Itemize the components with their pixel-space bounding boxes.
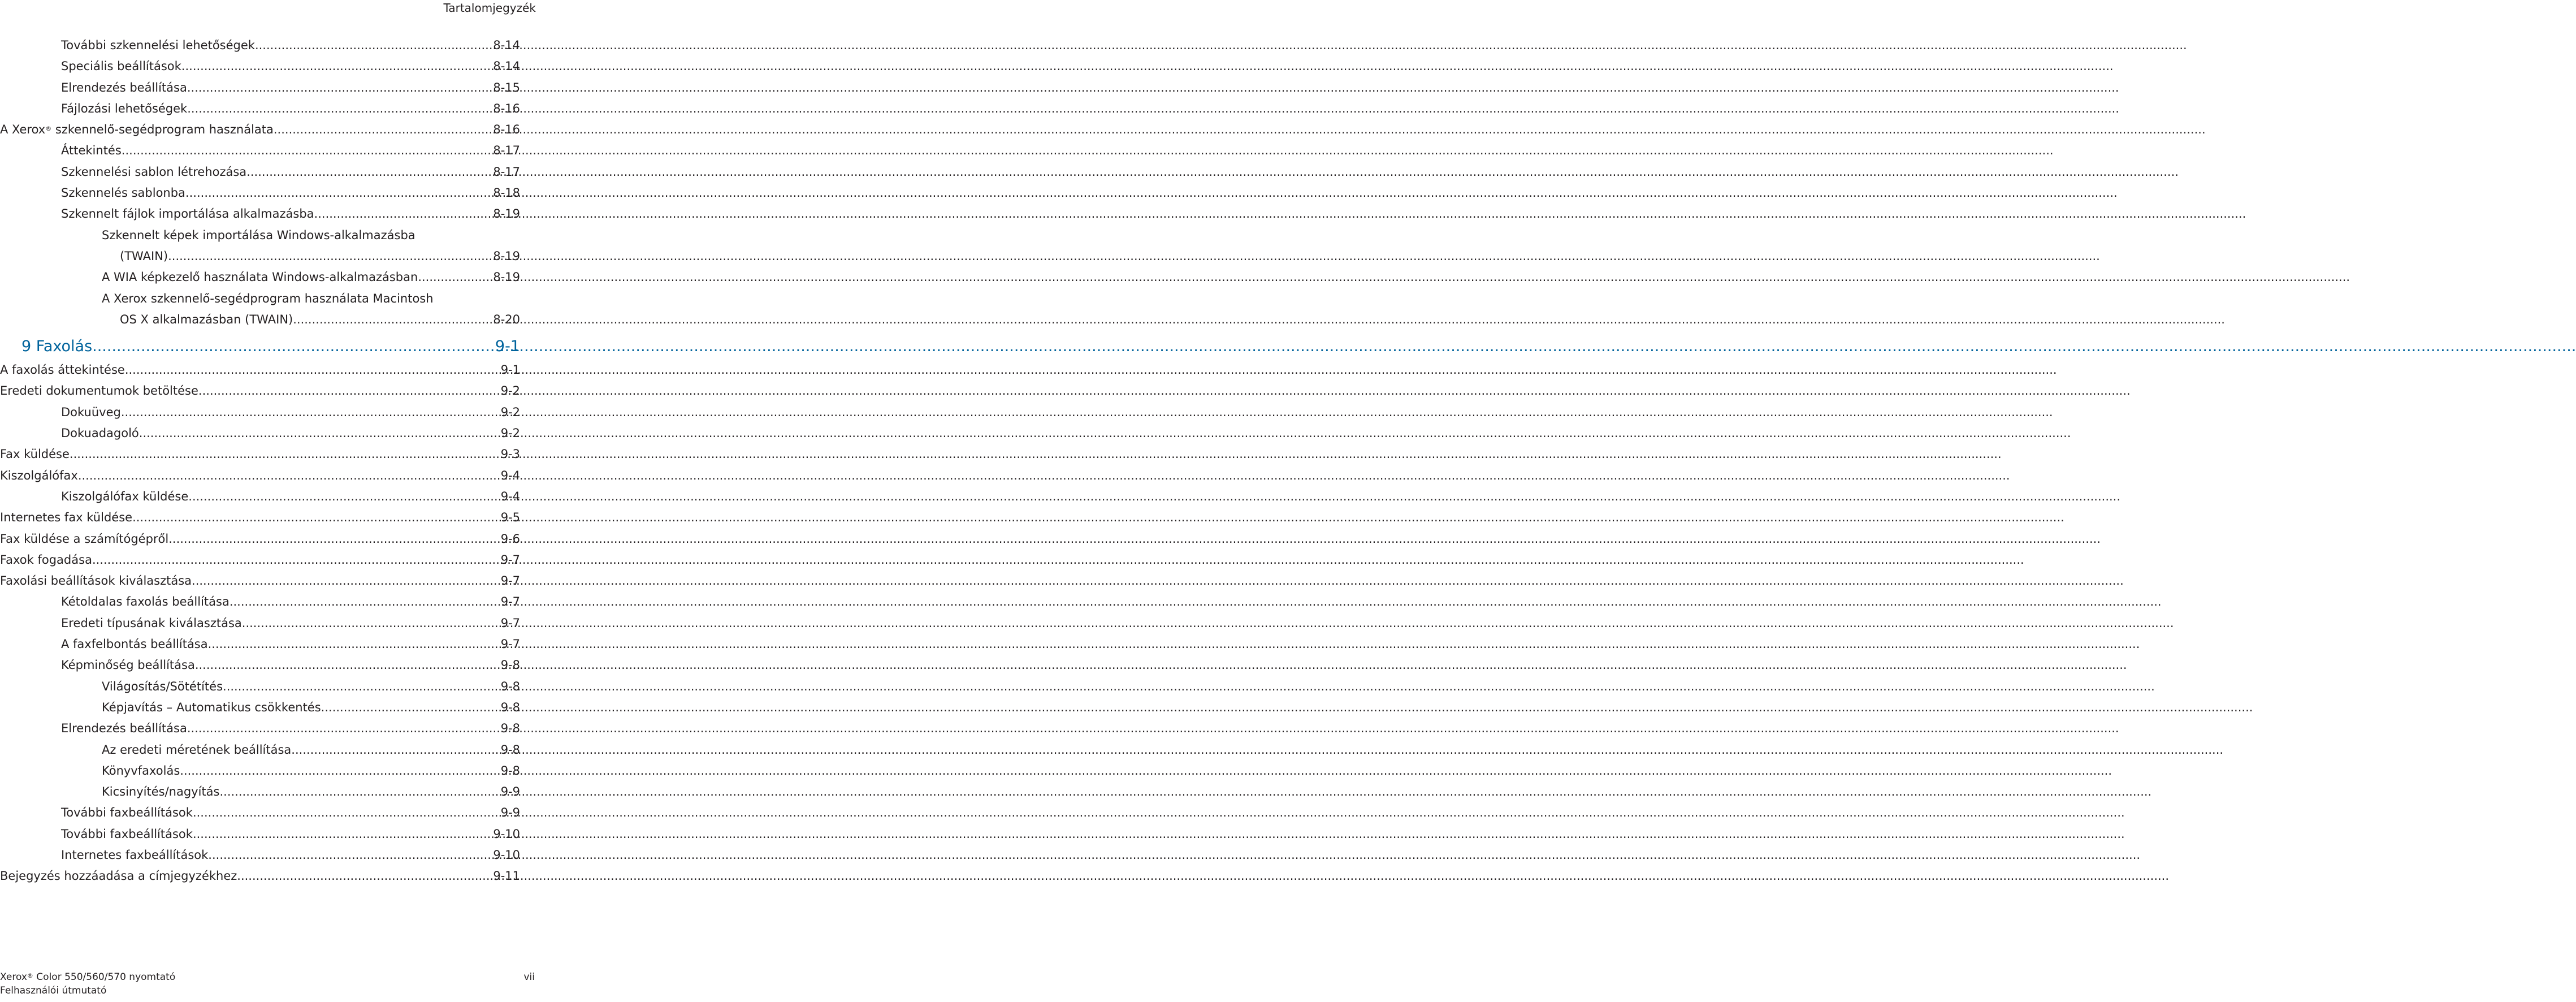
toc-entry[interactable]	[61, 98, 520, 119]
dot-leader	[223, 676, 501, 697]
toc-entry-page: 9-7	[500, 552, 520, 567]
toc-entry-page: 9-8	[500, 679, 520, 693]
toc-entry-title: A Xerox® szkennelő-segédprogram használata	[0, 123, 274, 137]
toc-entry[interactable]	[61, 655, 520, 676]
toc-entry-page: 9-8	[500, 763, 520, 778]
toc-entry[interactable]	[61, 140, 520, 161]
toc-entry-title-line2: OS X alkalmazásban (TWAIN)	[120, 312, 293, 326]
toc-entry[interactable]	[61, 634, 520, 655]
dot-leader	[293, 309, 493, 330]
toc-entry-page: 9-8	[500, 658, 520, 672]
toc-entry-title: Bejegyzés hozzáadása a címjegyzékhez	[0, 869, 237, 883]
dot-leader	[193, 824, 493, 845]
toc-entry-title: Speciális beállítások	[61, 59, 181, 74]
toc-entry-title: A WIA képkezelő használata Windows-alkalmazásban	[102, 270, 418, 284]
toc-entry-page: 9-4	[500, 468, 520, 482]
toc-chapter-entry[interactable]	[21, 335, 520, 358]
toc-entry-title: Szkennelt fájlok importálása alkalmazásba	[61, 207, 314, 221]
toc-entry[interactable]	[61, 486, 520, 507]
toc-entry[interactable]	[0, 507, 520, 528]
toc-entry[interactable]	[0, 465, 520, 486]
toc-entry-page: 8-19	[493, 270, 520, 284]
toc-entry-title: További faxbeállítások	[61, 806, 193, 820]
toc-entry-page: 9-7	[500, 574, 520, 588]
footer-page-number: vii	[523, 971, 535, 983]
dot-leader	[219, 781, 500, 802]
toc-entry[interactable]	[61, 718, 520, 739]
footer-brand: Xerox	[0, 971, 27, 983]
dot-leader	[255, 35, 493, 56]
toc-entry[interactable]	[61, 77, 520, 98]
toc-entry-title: A faxfelbontás beállítása	[61, 637, 208, 651]
toc-entry-title: Áttekintés	[61, 144, 122, 158]
dot-leader	[185, 183, 493, 204]
dot-leader	[246, 162, 493, 183]
toc-entry[interactable]	[102, 676, 520, 697]
toc-entry-title: A faxolás áttekintése	[0, 363, 125, 377]
toc-entry[interactable]	[61, 162, 520, 183]
toc-entry-page: 9-7	[500, 595, 520, 609]
toc-entry-title: Fájlozási lehetőségek	[61, 101, 188, 115]
toc-entry-page: 9-6	[500, 532, 520, 546]
toc-entry[interactable]	[61, 802, 520, 823]
dot-leader	[208, 634, 501, 655]
dot-leader	[321, 697, 501, 718]
toc-entry-title: További szkennelési lehetőségek	[61, 38, 255, 52]
dot-leader	[180, 761, 500, 781]
toc-entry-page: 9-9	[500, 785, 520, 799]
dot-leader	[78, 465, 501, 486]
dot-leader	[121, 402, 501, 423]
toc-entry-page: 8-16	[493, 123, 520, 137]
toc-entry[interactable]	[102, 781, 520, 802]
toc-entry[interactable]	[61, 423, 520, 444]
toc-entry[interactable]	[0, 360, 520, 381]
toc-entry-page: 9-7	[500, 616, 520, 630]
toc-entry-page: 9-9	[500, 806, 520, 820]
toc-entry-title: Könyvfaxolás	[102, 763, 180, 778]
toc-entry-title: Faxok fogadása	[0, 552, 92, 567]
dot-leader	[314, 204, 493, 224]
toc-entry-page: 8-17	[493, 144, 520, 158]
dot-leader	[70, 444, 501, 465]
toc-entry-page: 9-2	[500, 384, 520, 398]
toc-entry-page: 8-20	[493, 312, 520, 326]
dot-leader	[208, 845, 493, 866]
toc-entry[interactable]	[61, 845, 520, 866]
toc-entry[interactable]	[61, 204, 520, 224]
toc-entry-page: 9-8	[500, 742, 520, 757]
toc-entry-page: 9-11	[493, 869, 520, 883]
footer-brand-mark: ®	[27, 972, 33, 979]
toc-entry[interactable]	[0, 119, 520, 140]
toc-entry[interactable]	[102, 225, 520, 267]
dot-leader	[122, 140, 493, 161]
toc-entry-title: Internetes fax küldése	[0, 511, 133, 525]
dot-leader	[125, 360, 501, 381]
toc-entry-title: Kicsinyítés/nagyítás	[102, 785, 220, 799]
toc-entry-page: 9-4	[500, 489, 520, 503]
toc-entry[interactable]	[61, 56, 520, 77]
toc-entry-page: 9-2	[500, 405, 520, 419]
toc-entry-page: 9-10	[493, 827, 520, 841]
toc-entry-title: Képjavítás – Automatikus csökkentés	[102, 700, 321, 714]
toc-entry-title: Elrendezés beállítása	[61, 80, 187, 94]
dot-leader	[187, 98, 493, 119]
toc-entry-title: Szkennelési sablon létrehozása	[61, 165, 247, 179]
dot-leader	[139, 423, 501, 444]
toc-entry-title: Internetes faxbeállítások	[61, 848, 209, 862]
toc-entry-title: Dokuüveg	[61, 405, 121, 419]
toc-entry-page: 8-14	[493, 59, 520, 74]
toc-entry-title: 9 Faxolás	[21, 338, 93, 356]
toc-entry-page: 9-8	[500, 722, 520, 736]
toc-entry-title: Dokuadagoló	[61, 426, 139, 440]
toc-entry-title: Képminőség beállítása	[61, 658, 195, 672]
footer-product-name: Color 550/560/570 nyomtató	[33, 971, 176, 983]
toc-entry-page: 9-1	[500, 363, 520, 377]
toc-entry-title: Eredeti típusának kiválasztása	[61, 616, 242, 630]
toc-entry-title-line2: (TWAIN)	[120, 249, 168, 263]
toc-entry-title: Szkennelés sablonba	[61, 186, 185, 200]
running-head: Tartalomjegyzék	[443, 1, 536, 15]
dot-leader	[181, 56, 493, 77]
toc-entry-title: Kiszolgálófax	[0, 468, 78, 482]
dot-leader	[195, 655, 501, 676]
toc-entry-page: 8-17	[493, 165, 520, 179]
toc-entry[interactable]	[102, 267, 520, 288]
toc-entry-page: 9-7	[500, 637, 520, 651]
toc-entry-page: 9-8	[500, 700, 520, 714]
toc-entry[interactable]	[102, 740, 520, 761]
toc-entry-title: Elrendezés beállítása	[61, 722, 187, 736]
dot-leader	[198, 381, 501, 401]
dot-leader	[187, 77, 493, 98]
toc-entry[interactable]	[0, 444, 520, 465]
toc-entry[interactable]	[61, 35, 520, 56]
dot-leader	[291, 740, 500, 761]
toc-entry-page: 8-19	[493, 207, 520, 221]
toc-entry[interactable]	[102, 761, 520, 781]
dot-leader	[92, 550, 501, 571]
toc-entry-page: 8-19	[493, 249, 520, 263]
toc-entry-page: 8-18	[493, 186, 520, 200]
toc-entry[interactable]	[102, 288, 520, 331]
footer-guide-title: Felhasználói útmutató	[0, 985, 107, 996]
registered-mark: ®	[45, 125, 52, 133]
toc-entry-title: Eredeti dokumentumok betöltése	[0, 384, 198, 398]
toc-entry[interactable]	[0, 381, 520, 401]
toc-entry-page: 9-10	[493, 848, 520, 862]
toc-entry[interactable]	[0, 571, 520, 591]
toc-entry-title: Az eredeti méretének beállítása	[102, 742, 292, 757]
toc-entry-title: Kétoldalas faxolás beállítása	[61, 595, 230, 609]
toc-entry-page: 9-3	[500, 447, 520, 461]
toc-entry-title-line1: Szkennelt képek importálása Windows-alkalmazásba	[102, 228, 415, 242]
toc-entry-page: 8-15	[493, 80, 520, 94]
toc-entry[interactable]	[61, 183, 520, 204]
dot-leader	[274, 119, 493, 140]
dot-leader	[242, 613, 501, 634]
dot-leader	[188, 486, 500, 507]
toc-entry[interactable]	[61, 402, 520, 423]
toc-entry-title: Fax küldése a számítógépről	[0, 532, 169, 546]
toc-entry[interactable]	[61, 613, 520, 634]
toc-entry[interactable]	[102, 697, 520, 718]
dot-leader	[418, 267, 493, 288]
footer-product	[0, 970, 175, 997]
toc-entry-title: Kiszolgálófax küldése	[61, 489, 189, 503]
toc-entry[interactable]	[0, 550, 520, 571]
dot-leader	[237, 866, 493, 887]
toc-entry-page: 8-14	[493, 38, 520, 52]
dot-leader	[168, 246, 493, 267]
toc-entry[interactable]	[61, 824, 520, 845]
toc-entry-title: Fax küldése	[0, 447, 70, 461]
dot-leader	[168, 529, 500, 550]
toc-entry-title-line1: A Xerox szkennelő-segédprogram használata Macintosh	[102, 291, 434, 305]
toc-entry-page: 9-5	[500, 511, 520, 525]
toc-entry-page: 8-16	[493, 101, 520, 115]
toc-entry[interactable]	[0, 866, 520, 887]
table-of-contents	[0, 35, 543, 887]
dot-leader	[92, 335, 495, 358]
dot-leader	[193, 802, 501, 823]
footer-product-line	[0, 970, 175, 984]
dot-leader	[187, 718, 501, 739]
toc-entry[interactable]	[0, 529, 520, 550]
dot-leader	[192, 571, 501, 591]
toc-entry-title: Világosítás/Sötétítés	[102, 679, 223, 693]
toc-entry-page: 9-2	[500, 426, 520, 440]
toc-entry-title: További faxbeállítások	[61, 827, 193, 841]
dot-leader	[230, 591, 501, 612]
dot-leader	[132, 507, 501, 528]
toc-entry-title: Faxolási beállítások kiválasztása	[0, 574, 192, 588]
toc-entry-page: 9-1	[495, 338, 520, 356]
toc-entry[interactable]	[61, 591, 520, 612]
